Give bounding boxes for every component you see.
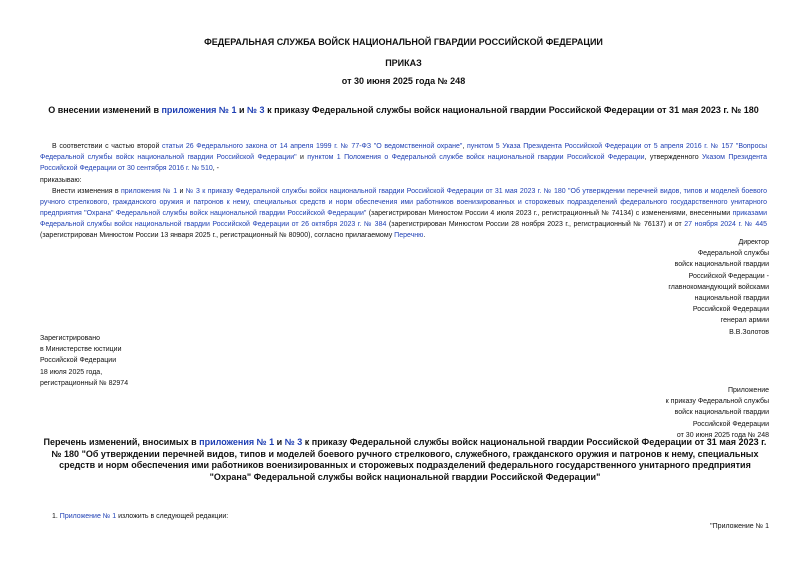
appendix-header: Приложение к приказу Федеральной службы войск национальной гвардии Российской Федерации от 30 июня 2025 года № 248: [665, 387, 769, 439]
agency-name: ФЕДЕРАЛЬНАЯ СЛУЖБА ВОЙСК НАЦИОНАЛЬНОЙ ГВАРДИИ РОССИЙСКОЙ ФЕДЕРАЦИИ: [204, 37, 603, 47]
link-decree-510[interactable]: Указом Президента Российской Федерации от 30 сентября 2016 г. № 510: [40, 154, 767, 172]
list-link-appendix-1[interactable]: приложения № 1: [199, 437, 275, 447]
body-link-appendix-1[interactable]: приложения № 1: [120, 188, 178, 195]
body-paragraph: Внести изменения в приложения № 1 и № 3 к приказу Федеральной службы войск национальной гвардии Российской Федерации от 31 мая 2023 г. № 180 "Об утверждении перечней видов, типов и моделей боевого ручного стрелкового, гражданского оружия и патронов к нему, специальных средств и норм обеспечения ими работников военизированных и сторожевых подразделений федерального государственного унитарного предприятия "Охрана" Федеральной службы войск национальной гвардии Российской Федерации" (зарегистрирован Минюстом России 4 июля 2023 г., регистрационный № 74134) с изменениями, внесенными приказами Федеральной службы войск национальной гвардии Российской Федерации от 26 октября 2023 г. № 384 (зарегистрирован Минюстом России 28 ноября 2023 г., регистрационный № 76137) и от 27 ноября 2024 г. № 445 (зарегистрирован Минюстом России 13 января 2025 г., регистрационный № 80900), согласно прилагаемому Перечню.: [40, 188, 768, 239]
title-link-appendix-3[interactable]: № 3: [247, 105, 265, 115]
body-link-appendix-3[interactable]: № 3: [185, 188, 200, 195]
doc-type: ПРИКАЗ: [385, 58, 422, 68]
list-link-appendix-3[interactable]: № 3: [284, 437, 303, 447]
doc-title: О внесении изменений в приложения № 1 и № 3 к приказу Федеральной службы войск национальной гвардии Российской Федерации от 31 мая 2023 г. № 180: [48, 105, 759, 115]
order-word: приказываю:: [40, 177, 82, 184]
signature-block: Директор Федеральной службы войск национальной гвардии Российской Федерации - главнокомандующий войсками национальной гвардии Российской Федерации генерал армии В.В.Золотов: [668, 239, 769, 336]
link-regulation[interactable]: пунктом 1 Положения о Федеральной службе войск национальной гвардии Российской Федерации: [307, 154, 645, 161]
doc-date-number: от 30 июня 2025 года № 248: [341, 76, 466, 86]
item-1: 1. Приложение № 1 изложить в следующей редакции:: [52, 513, 229, 520]
quote-start: "Приложение № 1: [710, 523, 769, 530]
link-decree-157[interactable]: пунктом 5 Указа Президента Российской Федерации от 5 апреля 2016 г. № 157 "Вопросы Федеральной службы войск национальной гвардии Российской Федерации": [40, 143, 767, 161]
body-link-order-180[interactable]: к приказу Федеральной службы войск национальной гвардии Российской Федерации от 31 мая 2023 г. № 180 "Об утверждении перечней видов, типов и моделей боевого ручного стрелкового, гражданского оружия и патронов к нему, специальных средств и норм обеспечения ими работников военизированных и сторожевых подразделений федерального государственного унитарного предприятия "Охрана" Федеральной службы войск национальной гвардии Российской Федерации": [40, 188, 767, 217]
link-law-77fz[interactable]: статьи 26 Федерального закона от 14 апреля 1999 г. № 77-ФЗ "О ведомственной охране": [162, 143, 463, 150]
body-link-order-445[interactable]: 27 ноября 2024 г. № 445: [684, 221, 767, 228]
list-title: Перечень изменений, вносимых в приложения № 1 и № 3 к приказу Федеральной службы войск национальной гвардии Российской Федерации от 31 мая 2023 г. № 180 "Об утверждении перечней видов, типов и моделей боевого ручного стрелкового, служебного, гражданского оружия и патронов к нему, специальных средств и норм обеспечения ими работников военизированных и сторожевых подразделений федерального государственного унитарного предприятия "Охрана" Федеральной службы войск национальной гвардии Российской Федерации": [43, 437, 767, 482]
body-link-order-384[interactable]: приказами Федеральной службы войск национальной гвардии Российской Федерации от 26 октября 2023 г. № 384: [40, 210, 768, 228]
body-link-list[interactable]: Перечню: [394, 232, 424, 239]
preamble-paragraph: В соответствии с частью второй статьи 26 Федерального закона от 14 апреля 1999 г. № 77-ФЗ "О ведомственной охране", пунктом 5 Указа Президента Российской Федерации от 5 апреля 2016 г. № 157 "Вопросы Федеральной службы войск национальной гвардии Российской Федерации" и пунктом 1 Положения о Федеральной службе войск национальной гвардии Российской Федерации, утвержденного Указом Президента Российской Федерации от 30 сентября 2016 г. № 510, -: [40, 143, 767, 172]
registration-block: Зарегистрировано в Министерстве юстиции Российской Федерации 18 июля 2025 года, регистрационный № 82974: [40, 335, 129, 387]
item-link-appendix-1[interactable]: Приложение № 1: [59, 513, 117, 520]
title-link-appendix-1[interactable]: приложения № 1: [161, 105, 237, 115]
